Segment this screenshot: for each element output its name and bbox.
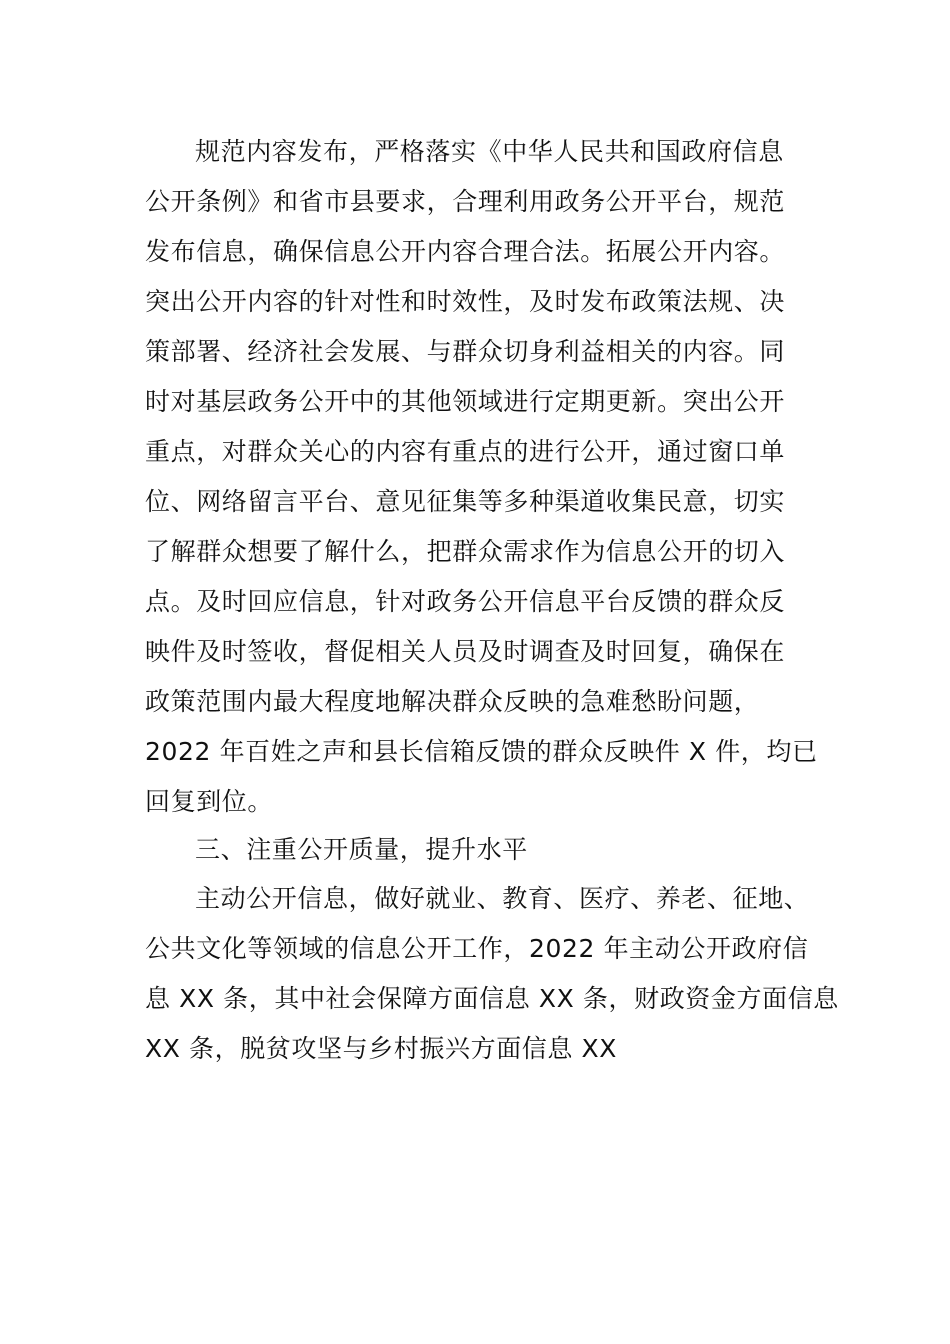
text-line: 回复到位。	[145, 787, 274, 816]
section-heading: 三、注重公开质量，提升水平	[195, 835, 528, 864]
text-line: 突出公开内容的针对性和时效性，及时发布政策法规、决	[145, 287, 786, 316]
text-line: 重点，对群众关心的内容有重点的进行公开，通过窗口单	[145, 437, 786, 466]
text-line: 点。及时回应信息，针对政务公开信息平台反馈的群众反	[145, 587, 786, 616]
text-line: 息 XX 条，其中社会保障方面信息 XX 条，财政资金方面信息	[145, 984, 839, 1013]
text-line: 策部署、经济社会发展、与群众切身利益相关的内容。同	[145, 337, 786, 366]
text-line: 时对基层政务公开中的其他领域进行定期更新。突出公开	[145, 387, 786, 416]
text-line: 2022 年百姓之声和县长信箱反馈的群众反映件 X 件，均已	[145, 737, 818, 766]
text-line: 发布信息，确保信息公开内容合理合法。拓展公开内容。	[145, 237, 786, 266]
text-line: 了解群众想要了解什么，把群众需求作为信息公开的切入	[145, 537, 786, 566]
text-line: 公共文化等领域的信息公开工作，2022 年主动公开政府信	[145, 934, 809, 963]
text-line: 位、网络留言平台、意见征集等多种渠道收集民意，切实	[145, 487, 786, 516]
text-line: XX 条，脱贫攻坚与乡村振兴方面信息 XX	[145, 1034, 618, 1063]
text-line: 规范内容发布，严格落实《中华人民共和国政府信息	[195, 137, 784, 166]
text-line: 公开条例》和省市县要求，合理利用政务公开平台，规范	[145, 187, 786, 216]
text-line: 主动公开信息，做好就业、教育、医疗、养老、征地、	[195, 884, 810, 913]
text-line: 映件及时签收，督促相关人员及时调查及时回复，确保在	[145, 637, 786, 666]
text-line: 政策范围内最大程度地解决群众反映的急难愁盼问题，	[145, 687, 760, 716]
